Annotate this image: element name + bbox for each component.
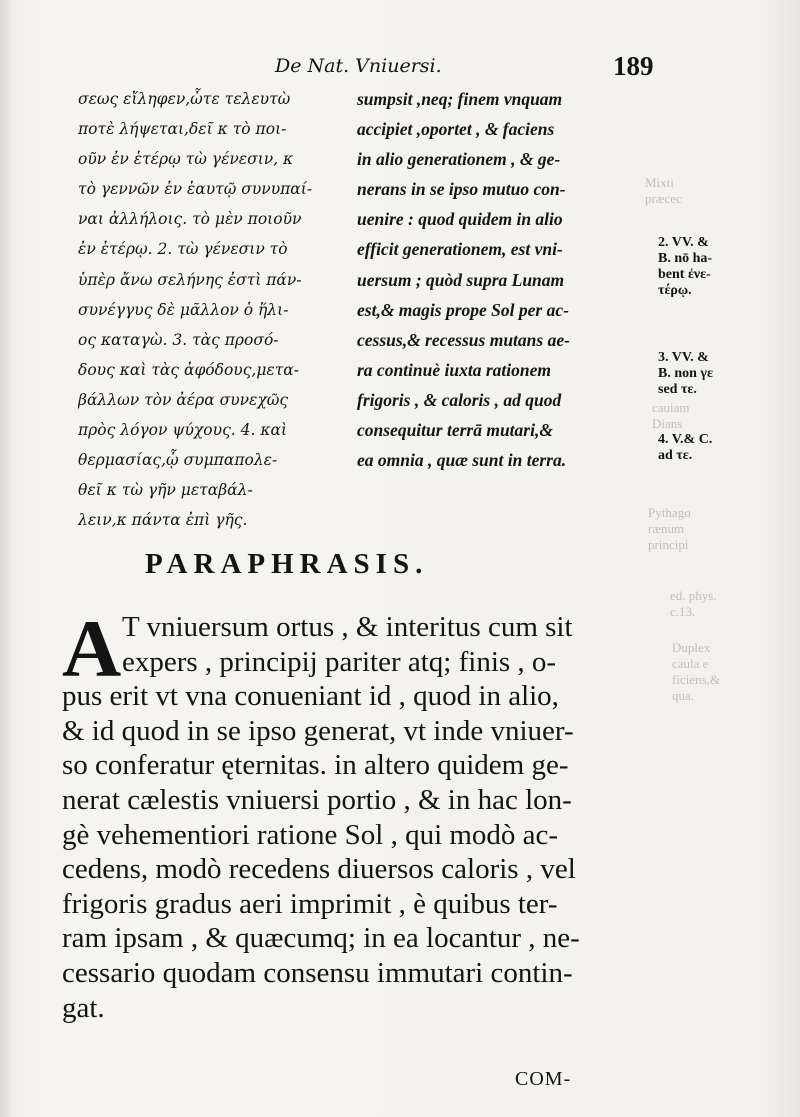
show-through-line: c.13. [670,604,696,619]
marginal-note-line: ad τε. [658,448,693,463]
show-through-line: cauiam [652,400,690,415]
latin-line: efficit generationem, est vni- [357,239,563,260]
greek-line: οῦν ἐν ἑτέρῳ τὼ γένεσιν, κ [78,150,294,169]
body-line: so conferatur ęternitas. in altero quidem ge- [62,749,569,782]
greek-line: ὑπὲρ ἄνω σελήνης ἐστὶ πάν- [78,270,302,289]
latin-line: nerans in se ipso mutuo con- [357,179,566,200]
show-through-line: præcec [645,191,682,206]
greek-column [78,84,343,535]
greek-line: σεως εἴληφεν,ὧτε τελευτὼ [78,90,291,108]
page-number: 189 [613,51,654,81]
show-through-line: Pythago [648,505,691,520]
greek-line: ἐν ἑτέρῳ. 2. τὼ γένεσιν τὸ [78,240,288,259]
show-through-line: Dians [652,416,683,431]
show-through-right-margin-4 [670,588,717,620]
greek-line: δους καὶ τὰς ἀφόδους,μετα- [78,360,299,379]
body-line: expers , principij pariter atq; finis , o- [122,645,557,678]
show-through-line: principi [648,537,689,552]
running-head: De Nat. Vniuersi. [275,55,442,77]
greek-line: θερμασίας,ᾧ συμπαπολε- [78,451,278,470]
show-through-line: qua. [672,688,695,703]
latin-line: frigoris , & caloris , ad quod [357,389,562,410]
drop-capital: A [62,603,122,694]
body-line: T vniuersum ortus , & interitus cum sit [122,611,573,643]
latin-line: est,& magis prope Sol per ac- [357,299,569,320]
greek-line: ος καταγὼ. 3. τὰς προσό- [78,330,279,349]
show-through-line: caula e [672,656,709,671]
marginal-note-line: B. non γε [658,366,713,381]
greek-line: λειν,κ πάντα ἐπὶ γῆς. [78,511,248,530]
marginal-note-4 [658,432,712,464]
latin-line: sumpsit ,neq; finem vnquam [357,89,563,109]
latin-line: consequitur terrā mutari,& [357,420,553,441]
latin-line: ra continuè iuxta rationem [357,359,551,380]
show-through-right-margin-5 [672,640,720,704]
latin-line: ea omnia , quæ sunt in terra. [357,450,567,471]
latin-column [357,84,657,475]
marginal-note-line: 3. VV. & [658,350,709,365]
latin-line: cessus,& recessus mutans ae- [357,329,570,350]
marginal-note-2 [658,235,712,299]
greek-line: ναι ἀλλήλοις. τὸ μὲν ποιοῦν [78,210,302,229]
show-through-line: rænum [648,521,685,536]
marginal-note-line: bent ἐνε- [658,267,711,282]
body-line: ram ipsam , & quæcumq; in ea locantur , ne- [62,922,580,955]
latin-line: accipiet ,oportet , & faciens [357,119,555,140]
show-through-line: ed. phys. [670,588,717,603]
page-header [70,51,670,85]
body-line: gè vehementiori ratione Sol , qui modò ac- [62,818,559,851]
marginal-note-line: 2. VV. & [658,235,709,250]
body-line: pus erit vt vna conueniant id , quod in alio, [62,680,559,713]
marginal-note-line: τέρῳ. [658,283,692,298]
marginal-note-line: B. nō ha- [658,251,713,266]
latin-line: uenire : quod quidem in alio [357,209,563,230]
body-line: & id quod in se ipso generat, vt inde vniuer- [62,714,574,747]
greek-line: τὸ γεννῶν ἐν ἑαυτῷ συνυπαί- [78,180,313,199]
body-line: gat. [62,991,105,1024]
greek-line: πρὸς λόγον ψύχους. 4. καὶ [78,421,288,440]
catchword: COM- [515,1068,572,1090]
show-through-right-margin-2 [652,400,690,432]
greek-line: συνέγγυς δὲ μᾶλλον ὁ ἥλι- [78,300,289,319]
show-through-line: ficiens,& [672,672,721,687]
latin-line: in alio generationem , & ge- [357,149,561,170]
greek-line: ποτὲ λήψεται,δεῖ κ τὸ ποι- [78,120,287,139]
body-line: cessario quodam consensu immutari contin- [62,956,573,989]
marginal-note-line: sed τε. [658,382,697,397]
body-line: frigoris gradus aeri imprimit , è quibus ter- [62,887,558,920]
marginal-note-line: 4. V.& C. [658,432,713,447]
body-line: nerat cælestis vniuersi portio , & in hac lon- [62,783,572,816]
show-through-line: Duplex [672,640,711,655]
marginal-note-3 [658,350,713,398]
greek-line: θεῖ κ τὼ γῆν μεταβάλ- [78,481,253,500]
show-through-line: Mixti [645,175,674,190]
paraphrasis-body [62,603,642,1025]
section-title: PARAPHRASIS. [145,548,429,580]
latin-line: uersum ; quòd supra Lunam [357,269,565,290]
body-line: cedens, modò recedens diuersos caloris , vel [62,853,576,886]
show-through-right-margin-3 [648,505,691,553]
greek-line: βάλλων τὸν ἀέρα συνεχῶς [78,390,289,409]
